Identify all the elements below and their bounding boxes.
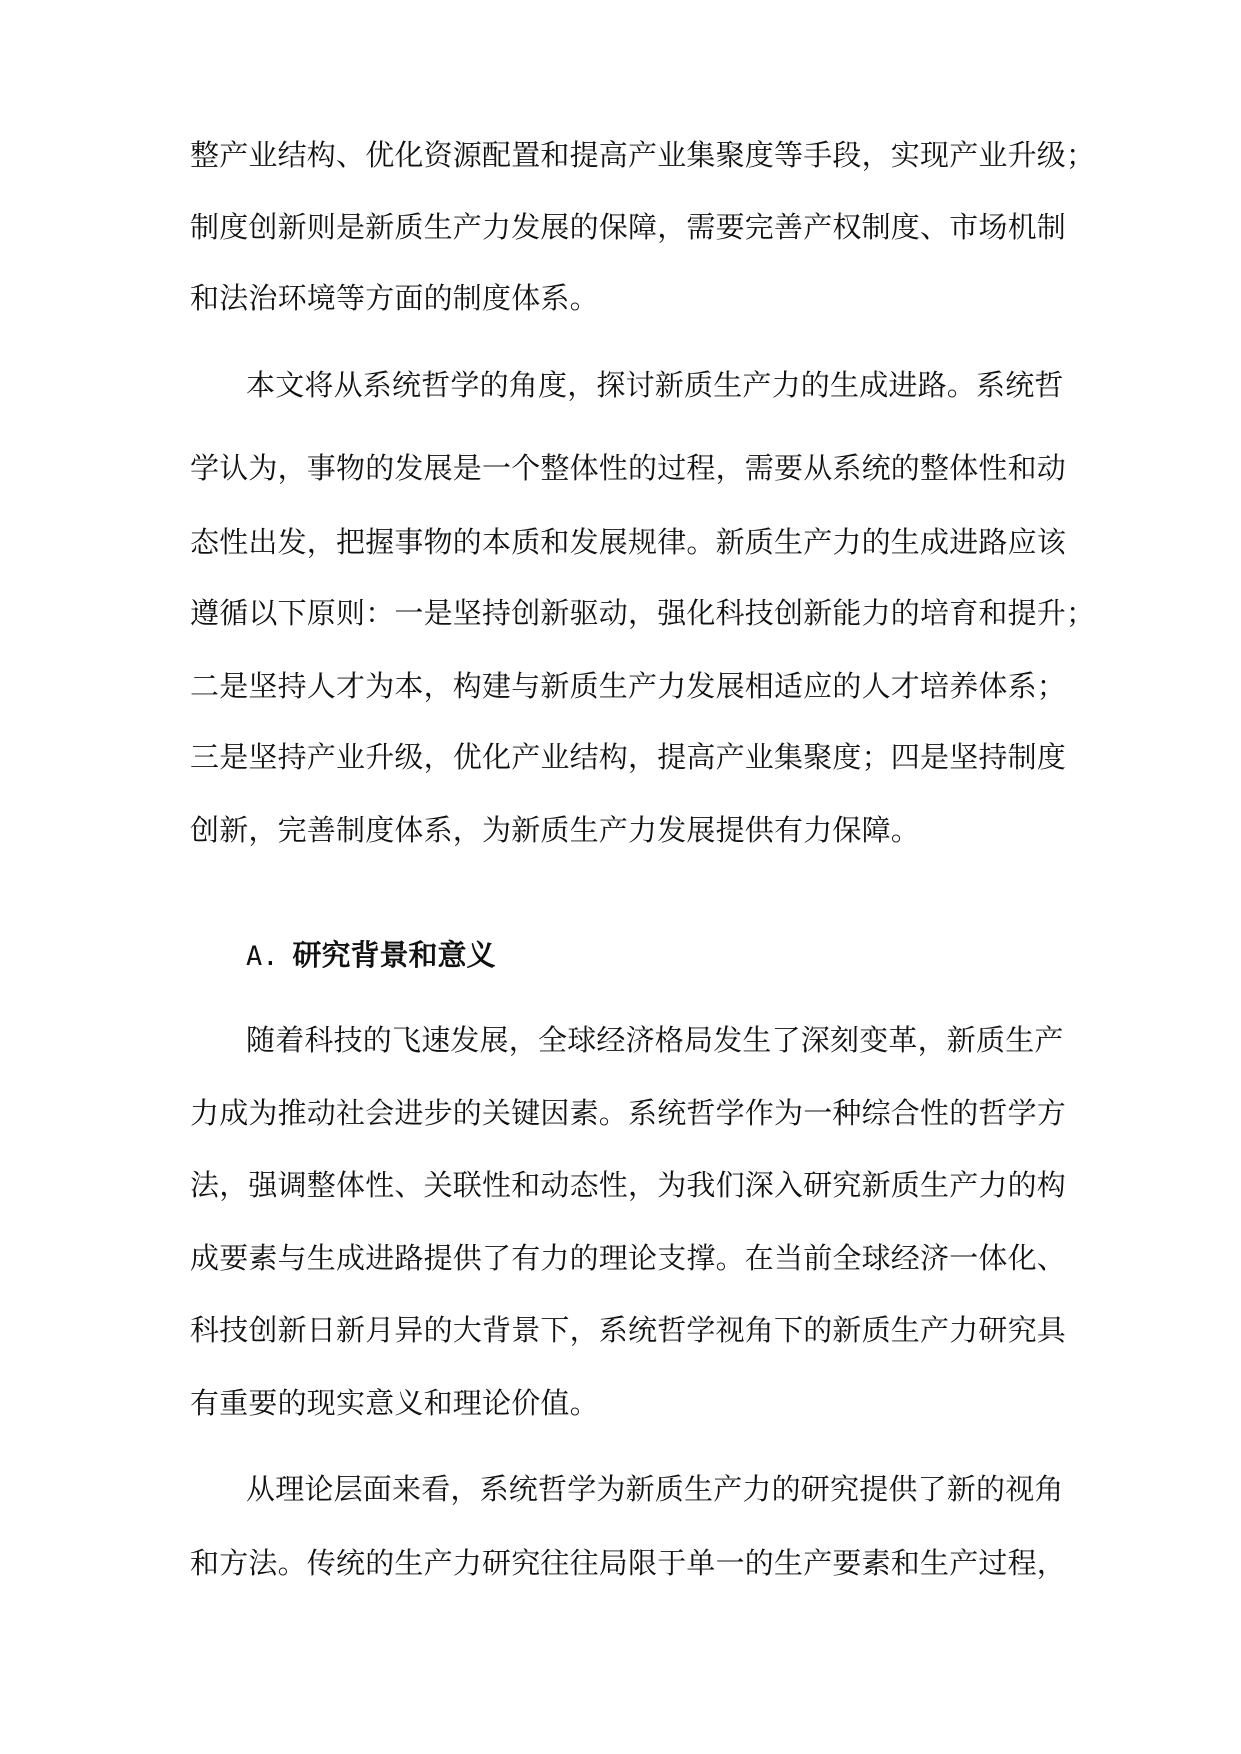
paragraph-line: 态性出发，把握事物的本质和发展规律。新质生产力的生成进路应该 xyxy=(190,525,1067,559)
paragraph-line: 从理论层面来看，系统哲学为新质生产力的研究提供了新的视角 xyxy=(246,1472,1064,1506)
section-title: 研究背景和意义 xyxy=(292,938,496,972)
paragraph-line: 法，强调整体性、关联性和动态性，为我们深入研究新质生产力的构 xyxy=(190,1168,1067,1202)
paragraph-line: 二是坚持人才为本，构建与新质生产力发展相适应的人才培养体系； xyxy=(190,669,1067,703)
section-heading xyxy=(246,936,496,976)
paragraph-line: 学认为，事物的发展是一个整体性的过程，需要从系统的整体性和动 xyxy=(190,451,1067,485)
paragraph-line: 和方法。传统的生产力研究往往局限于单一的生产要素和生产过程， xyxy=(190,1546,1067,1580)
paragraph-line: 整产业结构、优化资源配置和提高产业集聚度等手段，实现产业升级； xyxy=(190,138,1096,172)
paragraph-line: 遵循以下原则：一是坚持创新驱动，强化科技创新能力的培育和提升； xyxy=(190,596,1096,630)
paragraph-line: 本文将从系统哲学的角度，探讨新质生产力的生成进路。系统哲 xyxy=(246,368,1064,402)
section-marker: A. xyxy=(246,941,279,972)
paragraph-line: 创新，完善制度体系，为新质生产力发展提供有力保障。 xyxy=(190,813,921,847)
paragraph-line: 和法治环境等方面的制度体系。 xyxy=(190,281,599,315)
paragraph-line: 制度创新则是新质生产力发展的保障，需要完善产权制度、市场机制 xyxy=(190,210,1067,244)
paragraph-line: 有重要的现实意义和理论价值。 xyxy=(190,1386,599,1420)
paragraph-line: 力成为推动社会进步的关键因素。系统哲学作为一种综合性的哲学方 xyxy=(190,1096,1067,1130)
paragraph-line: 随着科技的飞速发展，全球经济格局发生了深刻变革，新质生产 xyxy=(246,1023,1064,1057)
paragraph-line: 成要素与生成进路提供了有力的理论支撑。在当前全球经济一体化、 xyxy=(190,1241,1067,1275)
paragraph-line: 科技创新日新月异的大背景下，系统哲学视角下的新质生产力研究具 xyxy=(190,1313,1067,1347)
paragraph-line: 三是坚持产业升级，优化产业结构，提高产业集聚度；四是坚持制度 xyxy=(190,740,1067,774)
